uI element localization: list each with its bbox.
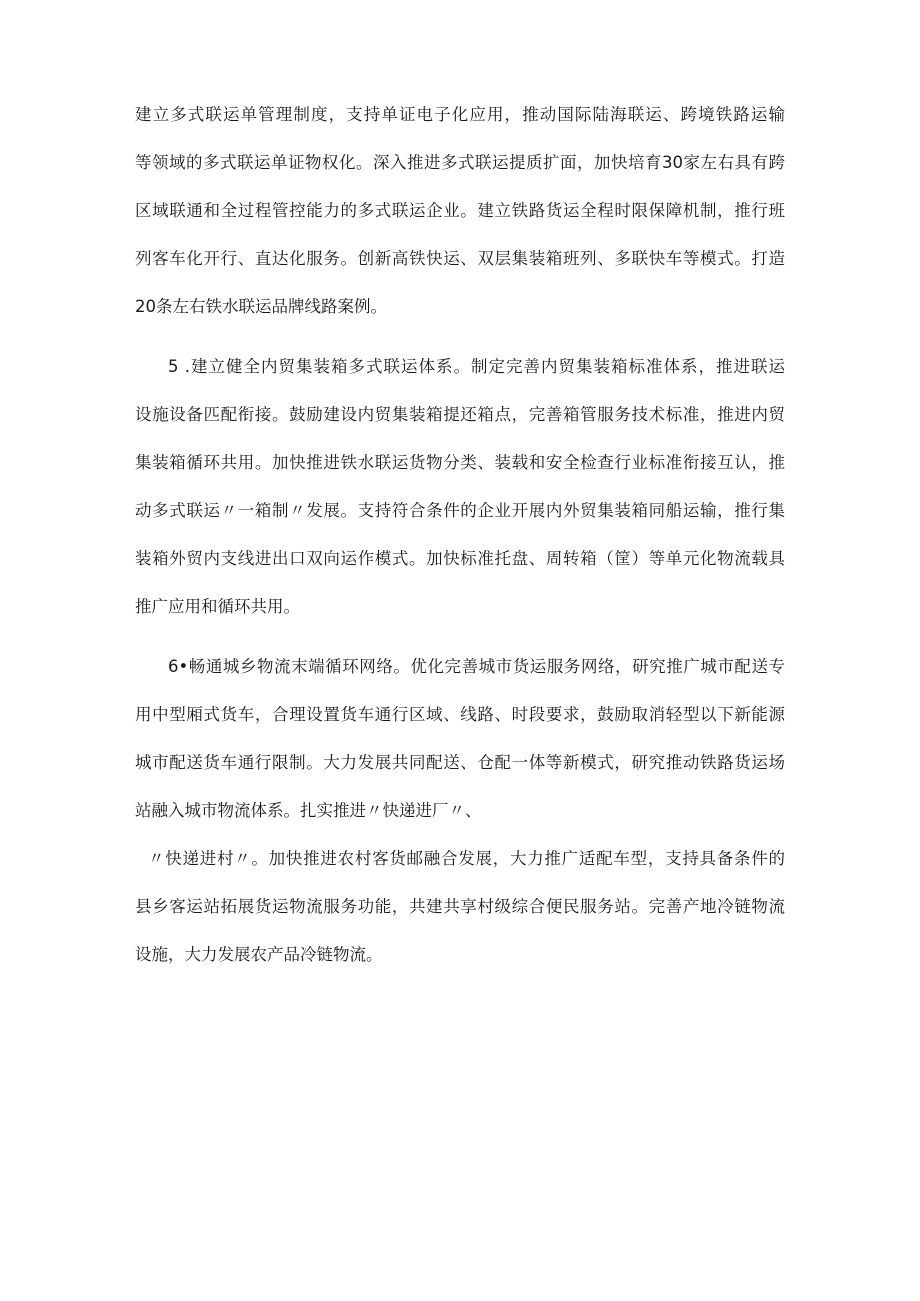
text-line: 6•畅通城乡物流末端循环网络。优化完善城市货运服务网络，研究推广城市配送专 bbox=[168, 657, 785, 676]
text-line: 5 .建立健全内贸集装箱多式联运体系。制定完善内贸集装箱标准体系，推进联运 bbox=[168, 357, 785, 376]
text-line: 〃快递进村〃。加快推进农村客货邮融合发展，大力推广适配车型，支持具备条件的 bbox=[148, 849, 785, 868]
text-line: 城市配送货车通行限制。大力发展共同配送、仓配一体等新模式，研究推动铁路货运场 bbox=[135, 753, 785, 772]
text-line: 列客车化开行、直达化服务。创新高铁快运、双层集装箱班列、多联快车等模式。打造 bbox=[135, 249, 785, 268]
text-line: 装箱外贸内支线进出口双向运作模式。加快标准托盘、周转箱（筐）等单元化物流载具 bbox=[135, 549, 785, 568]
text-line: 动多式联运〃一箱制〃发展。支持符合条件的企业开展内外贸集装箱同船运输，推行集 bbox=[135, 501, 785, 520]
text-line: 集装箱循环共用。加快推进铁水联运货物分类、装载和安全检查行业标准衔接互认，推 bbox=[135, 453, 785, 472]
text-line: 等领域的多式联运单证物权化。深入推进多式联运提质扩面，加快培育30家左右具有跨 bbox=[135, 153, 785, 172]
text-line: 20条左右铁水联运品牌线路案例。 bbox=[135, 297, 387, 316]
text-line: 设施，大力发展农产品冷链物流。 bbox=[135, 945, 383, 964]
text-line: 建立多式联运单管理制度，支持单证电子化应用，推动国际陆海联运、跨境铁路运输 bbox=[135, 105, 785, 124]
text-line: 设施设备匹配衔接。鼓励建设内贸集装箱提还箱点，完善箱管服务技术标准，推进内贸 bbox=[135, 405, 785, 424]
text-line: 县乡客运站拓展货运物流服务功能，共建共享村级综合便民服务站。完善产地冷链物流 bbox=[135, 897, 785, 916]
text-line: 用中型厢式货车，合理设置货车通行区域、线路、时段要求，鼓励取消轻型以下新能源 bbox=[135, 705, 785, 724]
text-line: 站融入城市物流体系。扎实推进〃快递进厂〃、 bbox=[135, 801, 482, 820]
text-line: 推广应用和循环共用。 bbox=[135, 597, 300, 616]
text-line: 区域联通和全过程管控能力的多式联运企业。建立铁路货运全程时限保障机制，推行班 bbox=[135, 201, 785, 220]
